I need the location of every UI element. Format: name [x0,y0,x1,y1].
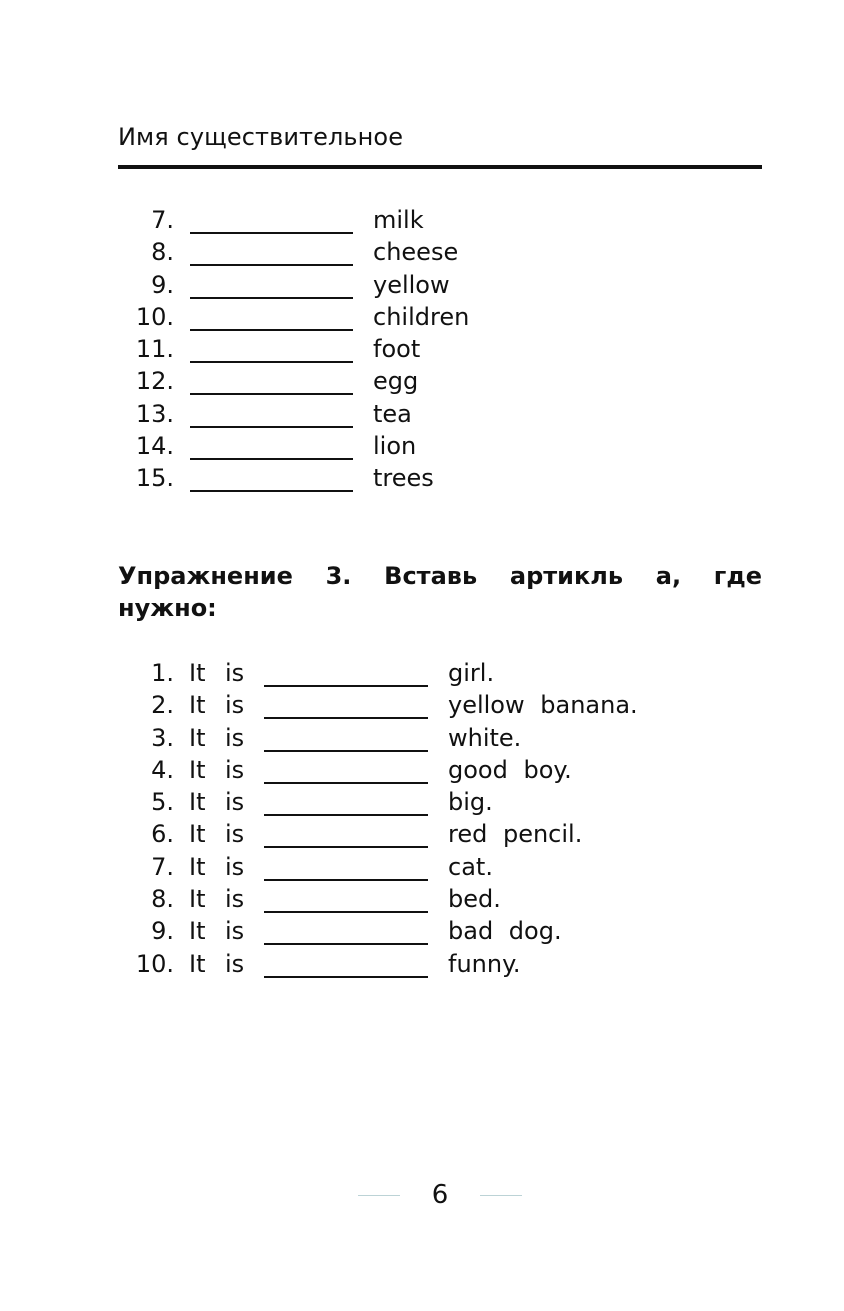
page-header-title: Имя существительное [118,123,404,151]
word-it: It [189,852,206,881]
answer-blank[interactable] [190,329,353,331]
item-word: cheese [373,238,459,267]
answer-blank[interactable] [190,361,353,363]
item-phrase: red pencil. [448,820,583,849]
exercise-item [0,851,844,883]
answer-blank[interactable] [264,685,428,687]
list-item [0,236,844,268]
answer-blank[interactable] [264,976,428,978]
word-is: is [225,691,245,720]
answer-blank[interactable] [264,943,428,945]
exercise-item [0,818,844,850]
exercise-item [0,722,844,754]
word-it: It [189,949,206,978]
answer-blank[interactable] [190,232,353,234]
answer-blank[interactable] [264,814,428,816]
word-is: is [225,885,245,914]
item-phrase: bed. [448,885,501,914]
item-phrase: big. [448,788,493,817]
list-item [0,204,844,236]
item-number: 8. [151,885,174,914]
item-number: 4. [151,755,174,784]
answer-blank[interactable] [264,911,428,913]
item-number: 6. [151,820,174,849]
answer-blank[interactable] [190,426,353,428]
footer-divider-right [480,1195,522,1196]
word-is: is [225,949,245,978]
item-word: egg [373,367,419,396]
answer-blank[interactable] [190,393,353,395]
item-number: 1. [151,659,174,687]
item-word: tea [373,399,412,428]
item-word: yellow [373,270,450,299]
word-it: It [189,885,206,914]
exercise-item [0,657,844,689]
list-item [0,398,844,430]
exercise-item [0,689,844,721]
exercise-item [0,786,844,818]
item-phrase: bad dog. [448,917,562,946]
footer-divider-left [358,1195,400,1196]
exercise-3-list [0,657,844,980]
item-number: 9. [151,917,174,946]
word-is: is [225,723,245,752]
item-phrase: girl. [448,659,495,687]
item-number: 13. [135,399,174,428]
item-phrase: good boy. [448,755,572,784]
word-is: is [225,852,245,881]
list-item [0,333,844,365]
list-item [0,269,844,301]
item-number: 12. [135,367,174,396]
item-number: 7. [151,206,174,234]
exercise-3-title: Упражнение 3. Вставь артикль a, где нужно: [118,562,762,622]
list-item [0,430,844,462]
word-it: It [189,820,206,849]
answer-blank[interactable] [264,879,428,881]
answer-blank[interactable] [190,458,353,460]
answer-blank[interactable] [264,717,428,719]
exercise-item [0,883,844,915]
word-it: It [189,659,206,687]
item-number: 8. [151,238,174,267]
word-it: It [189,755,206,784]
answer-blank[interactable] [264,782,428,784]
item-number: 7. [151,852,174,881]
item-phrase: white. [448,723,522,752]
exercise-item [0,915,844,947]
item-word: milk [373,206,424,234]
answer-blank[interactable] [190,297,353,299]
word-list-continued [0,204,844,495]
item-number: 5. [151,788,174,817]
item-number: 3. [151,723,174,752]
word-it: It [189,723,206,752]
answer-blank[interactable] [264,750,428,752]
list-item [0,301,844,333]
word-it: It [189,691,206,720]
item-word: foot [373,335,421,364]
word-is: is [225,659,245,687]
word-is: is [225,820,245,849]
item-number: 10. [135,302,174,331]
answer-blank[interactable] [190,490,353,492]
item-word: trees [373,464,434,493]
word-is: is [225,788,245,817]
word-it: It [189,788,206,817]
word-is: is [225,917,245,946]
item-phrase: yellow banana. [448,691,638,720]
list-item [0,365,844,397]
exercise-item [0,948,844,980]
exercise-item [0,754,844,786]
answer-blank[interactable] [190,264,353,266]
item-phrase: funny. [448,949,521,978]
answer-blank[interactable] [264,846,428,848]
word-it: It [189,917,206,946]
item-number: 11. [135,335,174,364]
item-number: 9. [151,270,174,299]
item-number: 2. [151,691,174,720]
item-word: children [373,302,470,331]
list-item [0,462,844,494]
item-number: 15. [135,464,174,493]
page-number: 6 [431,1180,449,1210]
item-number: 14. [135,432,174,461]
item-phrase: cat. [448,852,493,881]
header-divider [118,165,762,169]
item-word: lion [373,432,417,461]
item-number: 10. [135,949,174,978]
word-is: is [225,755,245,784]
